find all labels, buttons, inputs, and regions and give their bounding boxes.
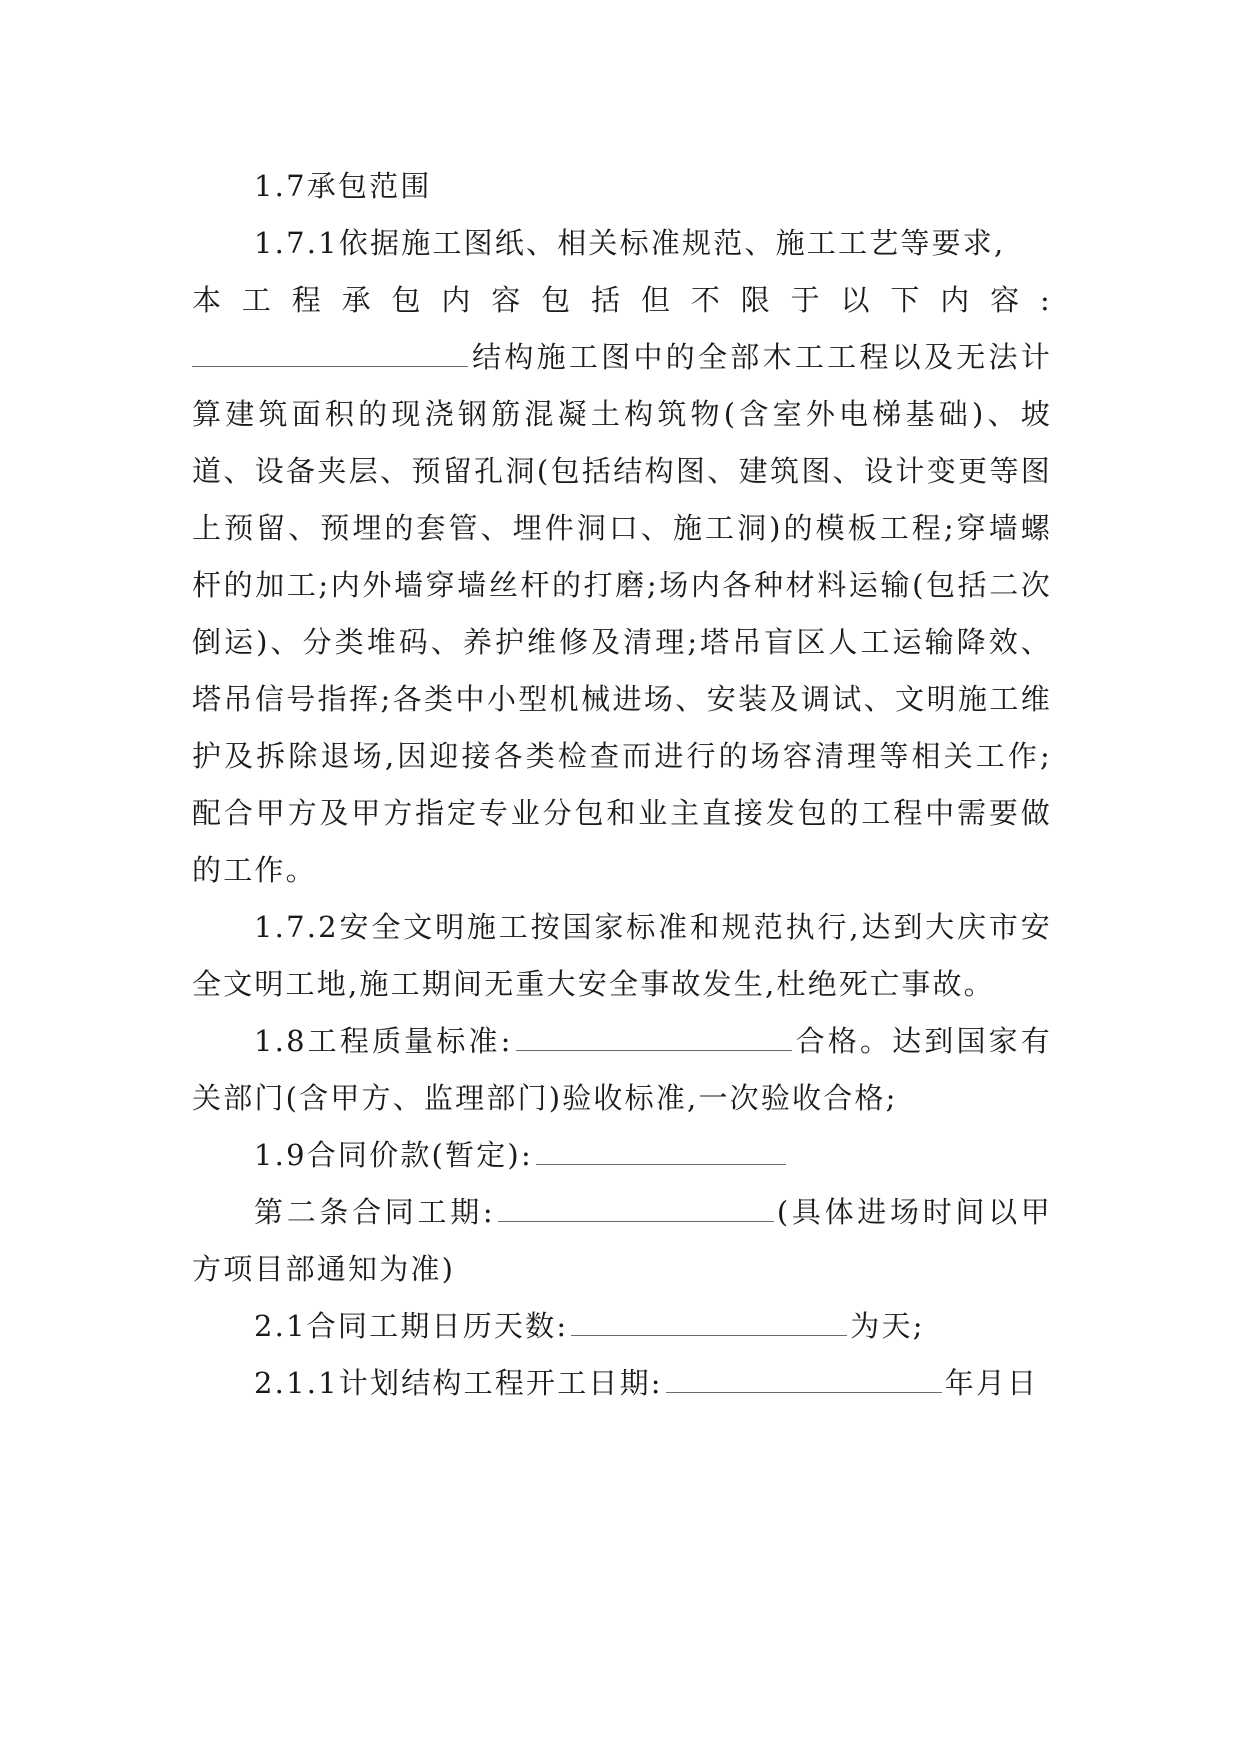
- contract-period-blank: [498, 1195, 774, 1222]
- section-1-7-1-line2-paragraph: [192, 272, 1052, 329]
- section-1-8-rest: 合格。达到国家有关部门(含甲方、监理部门)验收标准,一次验收合格;: [192, 1024, 1053, 1115]
- article-2-label: 第二条合同工期:: [254, 1195, 495, 1229]
- section-1-8-label: 1.8工程质量标准:: [254, 1024, 513, 1058]
- start-date-blank: [666, 1366, 942, 1393]
- scope-blank: [192, 340, 468, 367]
- section-1-7-1-line2: 本工程承包内容包括但不限于以下内容:: [192, 283, 1052, 317]
- section-2-1-1-label: 2.1.1计划结构工程开工日期:: [254, 1366, 663, 1400]
- section-2-1-1-rest: 年月日: [944, 1366, 1039, 1400]
- section-1-7-1-scope-text: 结构施工图中的全部木工工程以及无法计算建筑面积的现浇钢筋混凝土构筑物(含室外电梯基础)、坡道、设备夹层、预留孔洞(包括结构图、建筑图、设计变更等图上预留、预埋的套管、埋件洞口、施工洞)的模板工程;穿墙螺杆的加工;内外墙穿墙丝杆的打磨;场内各种材料运输(包括二次倒运)、分类堆码、养护维修及清理;塔吊盲区人工运输降效、塔吊信号指挥;各类中小型机械进场、安装及调试、文明施工维护及拆除退场,因迎接各类检查而进行的场容清理等相关工作;配合甲方及甲方指定专业分包和业主直接发包的工程中需要做的工作。: [192, 340, 1052, 887]
- calendar-days-blank: [571, 1309, 847, 1336]
- document-body: [192, 158, 1052, 1412]
- section-2-1-label: 2.1合同工期日历天数:: [254, 1309, 569, 1343]
- section-1-9-label: 1.9合同价款(暂定):: [254, 1138, 533, 1172]
- section-1-7-1-scope: [192, 329, 1052, 899]
- section-2-1: [192, 1298, 1052, 1355]
- section-1-7-text: 1.7承包范围: [254, 169, 432, 203]
- contract-price-blank: [536, 1138, 786, 1165]
- section-1-7-2: [192, 899, 1052, 1013]
- section-1-7-heading: [192, 158, 1052, 215]
- section-2-1-rest: 为天;: [850, 1309, 925, 1343]
- section-1-7-1-line1: 1.7.1依据施工图纸、相关标准规范、施工工艺等要求,: [254, 226, 1006, 260]
- section-1-7-1-intro: [192, 215, 1052, 272]
- section-1-9: [192, 1127, 1052, 1184]
- quality-standard-blank: [516, 1024, 792, 1051]
- section-1-8: [192, 1013, 1052, 1127]
- article-2: [192, 1184, 1052, 1298]
- article-2-rest: (具体进场时间以甲方项目部通知为准): [192, 1195, 1052, 1286]
- section-2-1-1: [192, 1355, 1052, 1412]
- section-1-7-2-text: 1.7.2安全文明施工按国家标准和规范执行,达到大庆市安全文明工地,施工期间无重大安全事故发生,杜绝死亡事故。: [192, 910, 1052, 1001]
